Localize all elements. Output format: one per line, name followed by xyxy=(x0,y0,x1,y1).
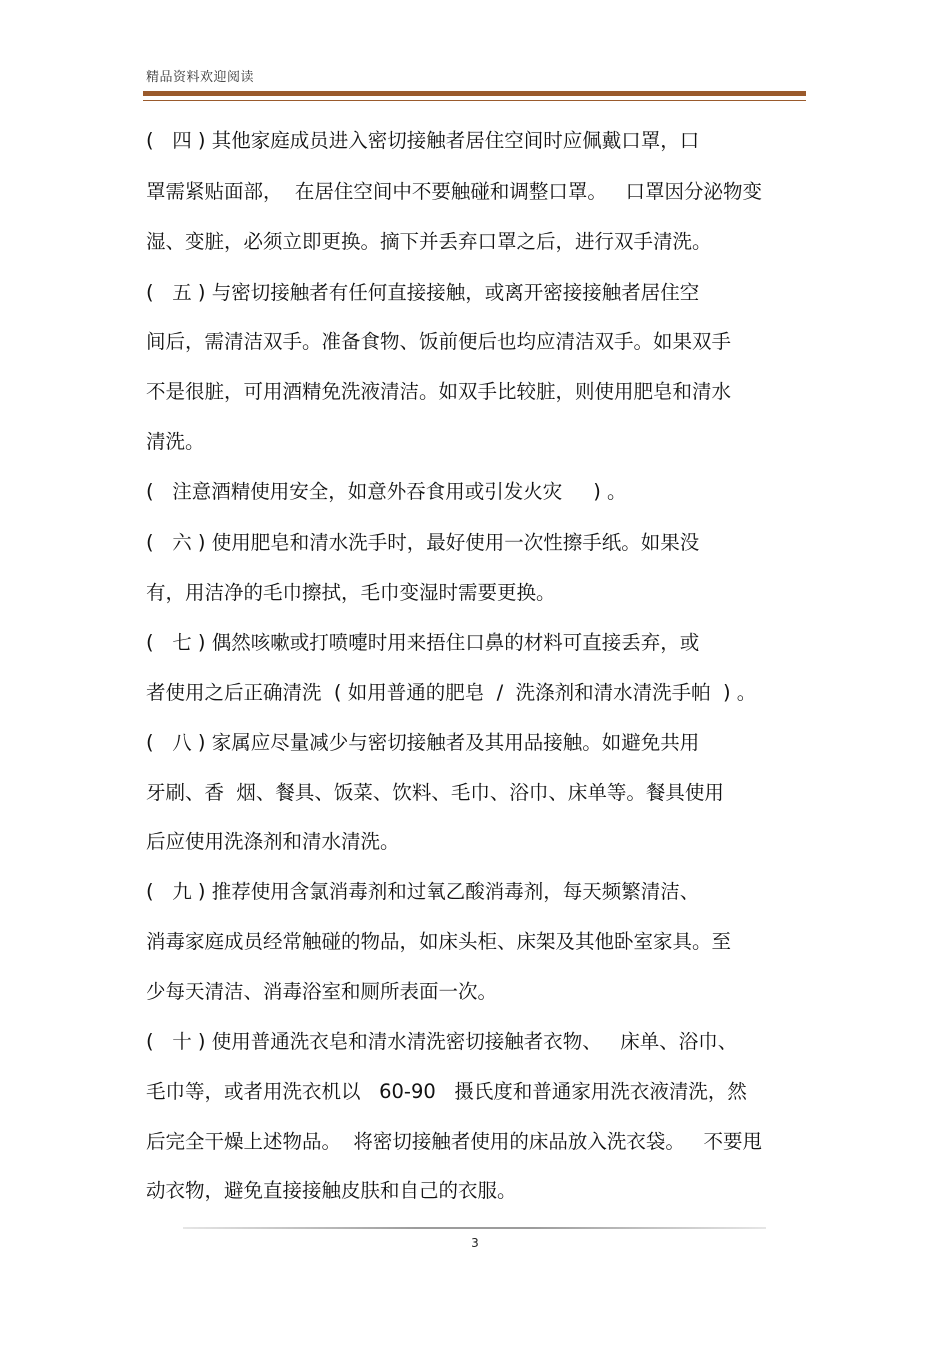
text-line: 清洗。 xyxy=(146,430,205,453)
text-line: ( 四 ) 其他家庭成员进入密切接触者居住空间时应佩戴口罩，口 xyxy=(146,129,700,152)
text-line: ( 六 ) 使用肥皂和清水洗手时，最好使用一次性擦手纸。如果没 xyxy=(146,531,700,554)
text-line: ( 十 ) 使用普通洗衣皂和清水清洗密切接触者衣物、 床单、浴巾、 xyxy=(146,1030,738,1053)
text-line: 后应使用洗涤剂和清水清洗。 xyxy=(146,830,400,853)
header-rule-thin xyxy=(143,100,806,101)
text-line: 动衣物，避免直接接触皮肤和自己的衣服。 xyxy=(146,1179,517,1202)
text-line: 湿、变脏，必须立即更换。摘下并丢弃口罩之后，进行双手清洗。 xyxy=(146,230,712,253)
text-line: 少每天清洁、消毒浴室和厕所表面一次。 xyxy=(146,980,498,1003)
text-line: 毛巾等，或者用洗衣机以 60-90 摄氏度和普通家用洗衣液清洗，然 xyxy=(146,1080,747,1103)
text-line: 消毒家庭成员经常触碰的物品，如床头柜、床架及其他卧室家具。至 xyxy=(146,930,732,953)
footer-rule xyxy=(183,1227,766,1229)
text-line: 罩需紧贴面部， 在居住空间中不要触碰和调整口罩。 口罩因分泌物变 xyxy=(146,180,762,203)
page-header-text: 精品资料欢迎阅读 xyxy=(146,70,255,85)
text-line: 有，用洁净的毛巾擦拭，毛巾变湿时需要更换。 xyxy=(146,581,556,604)
text-line: ( 九 ) 推荐使用含氯消毒剂和过氧乙酸消毒剂，每天频繁清洁、 xyxy=(146,880,700,903)
text-line: ( 八 ) 家属应尽量减少与密切接触者及其用品接触。如避免共用 xyxy=(146,731,700,754)
text-line: 者使用之后正确清洗 ( 如用普通的肥皂 / 洗涤剂和清水清洗手帕 ) 。 xyxy=(146,681,757,704)
text-line: ( 七 ) 偶然咳嗽或打喷嚏时用来捂住口鼻的材料可直接丢弃，或 xyxy=(146,631,700,654)
page-number: 3 xyxy=(471,1236,479,1250)
text-line: 间后，需清洁双手。准备食物、饭前便后也均应清洁双手。如果双手 xyxy=(146,330,732,353)
header-rule-thick xyxy=(143,91,806,96)
text-line: 后完全干燥上述物品。 将密切接触者使用的床品放入洗衣袋。 不要甩 xyxy=(146,1130,762,1153)
text-line: 不是很脏，可用酒精免洗液清洁。如双手比较脏，则使用肥皂和清水 xyxy=(146,380,732,403)
text-line: ( 注意酒精使用安全，如意外吞食用或引发火灾 ) 。 xyxy=(146,480,627,503)
text-line: 牙刷、香 烟、餐具、饭菜、饮料、毛巾、浴巾、床单等。餐具使用 xyxy=(146,781,724,804)
text-line: ( 五 ) 与密切接触者有任何直接接触，或离开密接接触者居住空 xyxy=(146,281,700,304)
